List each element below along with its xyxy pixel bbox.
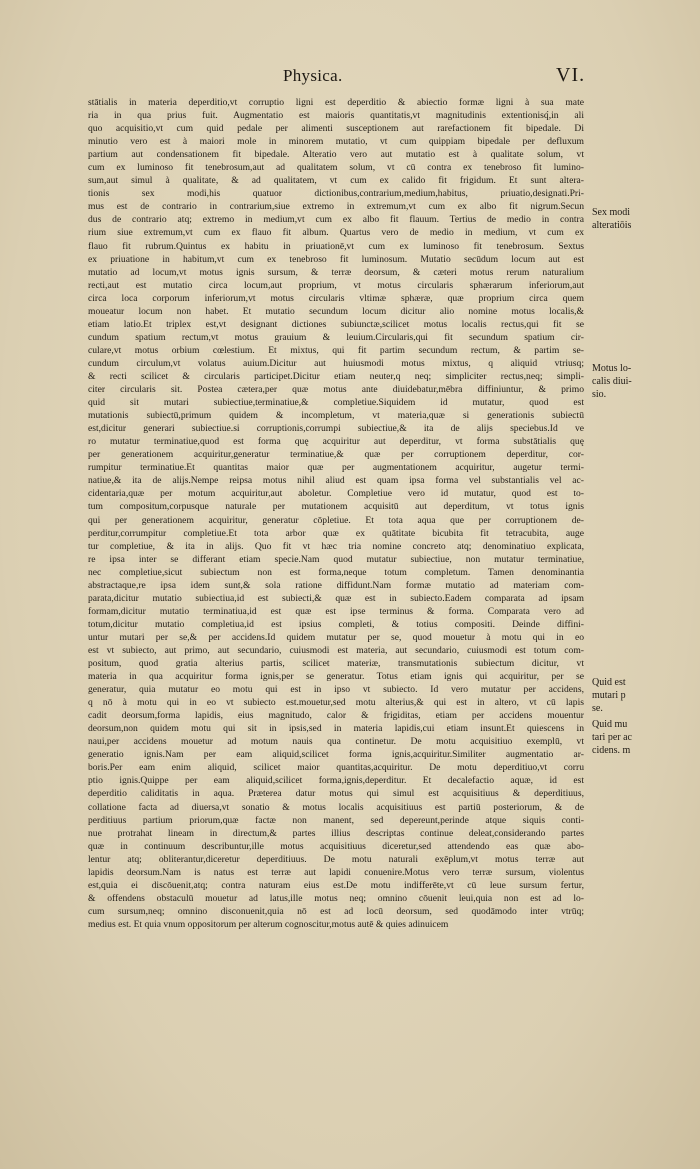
text-line: ro mutatur terminatiue,quod est forma quę acquiritur aut deperditur, vt forma substātialis quę [88,436,584,448]
margin-note-line: alteratiōis [592,220,632,231]
text-line: est,dicitur generari subiectiue.si corruptionis,corrumpi subiectiue,& ita de alijs speciebus.Id ve [88,423,584,435]
text-line: mutatio ad locum,vt motus ignis sursum, & terræ deorsum, & cæteri motus rerum naturalium [88,266,584,278]
text-line: cum ex luminoso fit tenebrosum,aut ad qualitatem solum, vt cū contra ex tenebroso fit lumino- [88,162,584,174]
text-line: ex priuatione in habitum,vt cum ex tenebroso fit luminosum. Mutatio secūdum locum aut est [88,253,584,265]
text-line: & offendens obstaculū mouetur ad latus,ille motus neq; omnino cōuenit leui,quia non est ad lo- [88,892,584,904]
text-line: naui,per accidens mouetur ad motum nauis qua continetur. De motu acquisitiuo exemplū, vt [88,736,584,748]
text-line: circa loca corporum inferiorum,vt motus circularis vltimæ sphæræ, quæ proprium circa quem [88,292,584,304]
text-line: cundum circulum,vt volatus auium.Dicitur aut huiusmodi motus mixtus, q aliquid vtriusq; [88,357,584,369]
text-line: perditiuus partium priorum,quæ factæ non manent, sed depereunt,perinde atque siquis conti- [88,814,584,826]
text-line: perditur,corrumpitur completiue.Et tota arbor quæ ex quātitate bicubita fit tetracubita, auge [88,527,584,539]
text-line: lentur atq; obliterantur,diceretur deperditiuus. De motu naturali exēplum,vt motus terræ aut [88,853,584,865]
margin-note-line: cidens. m [592,745,631,756]
text-line: quo acquisitio,vt cum quid pedale per alimenti susceptionem aut rarefactionem fit bipedale. Di [88,123,584,135]
text-line: quid sit mutari subiectiue,terminatiue,& completiue.Siquidem id mutatur, quod est [88,397,584,409]
text-line: recti,aut est mutatio circa locum,aut proprium, vt motus circularis sphærarum inferiorum,aut [88,279,584,291]
text-line: abstractaque,re ipsa idem sunt,& sola ratione diffidunt.Nam formæ mutatio ad materiam com- [88,579,584,591]
text-line: mutationis subiectū,primum quidem & incompletum, vt materia,quæ si generationis subiectū [88,410,584,422]
text-line: rumpitur terminatiue.Et quantitas maior quæ per augmentationem acquiritur, augetur termi- [88,462,584,474]
text-line: dus de contrario atq; extremo in medium,vt cum ex albo fit flauum. Tertius de medio in contra [88,214,584,226]
text-line: cidentaria,quæ per motum acquiritur,aut aboletur. Completiue vero id mutatur, quod est to- [88,488,584,500]
text-line: cum sursum,neq; omnino disconuenit,quia nō est ad locū deorsum, sed quodāmodo inter vtrūq; [88,905,584,917]
text-line: formam,dicitur mutatio terminatiua,id est quæ est ipse terminus & forma. Comparata vero ad [88,605,584,617]
text-line: qui per generationem acquiritur, generatur cōpletiue. Et tota aqua que per corruptionem de- [88,514,584,526]
text-line: citer circularis sit. Postea cætera,per quæ motus ante diuidebatur,mēbra diffiniuntur, & primo [88,384,584,396]
text-line: moueatur locum non habet. Et mutatio secundum locum dicitur alio nomine motus localis,& [88,305,584,317]
text-line: lapidis deorsum.Nam is natus est terræ aut lapidi conuenire.Motus vero terræ sursum, violentus [88,866,584,878]
text-line: cadit deorsum,forma lapidis, eius magnitudo, calor & frigiditas, etiam per accidens mouentur [88,710,584,722]
text-line: collatione facta ad diuersa,vt sonatio & motus localis acquisitiuus est partiū posteriorum, & de [88,801,584,813]
text-line: rium siue extremum,vt cum ex flauo fit album. Quartus vero de medio in medium, vt cum ex [88,227,584,239]
main-text-column [88,96,584,931]
margin-note-line: mutari p [592,690,626,701]
text-line: parata,dicitur mutatio subiectiua,id est subiecti,& quæ est in subiecto.Eadem comparata ad ipsam [88,592,584,604]
text-line: quæ in continuum describuntur,ille motus acquisitiuus diceretur,sed attendendo eas quæ abo- [88,840,584,852]
running-head: Physica. [283,66,343,85]
folio-number: VI. [556,64,586,86]
text-line: natiue,& ita de alijs.Nempe reipsa motus nihil aliud est quam ipsa forma vel substantialis vel ac- [88,475,584,487]
text-line: nue protrahat lineam in directum,& partes illius descriptas continue deleat,considerando partes [88,827,584,839]
margin-note-line: sio. [592,389,607,400]
margin-note-local-motion [592,362,684,401]
text-line: etiam latio.Et triplex est,vt designant dictiones subiunctæ,scilicet motus localis rectus,qui fit se [88,318,584,330]
margin-note-per-accidens [592,718,684,757]
text-line: generatio ignis.Nam per eam aliquid,scilicet forma ignis,acquiritur.Similiter augmentatio ar- [88,749,584,761]
text-line: positum, quod gratia alterius partis, scilicet materiæ, transmutationis subiectum dicitur, vt [88,658,584,670]
margin-note-alteration-modes [592,206,684,232]
text-line: medius est. Et quia vnum oppositorum per alterum cognoscitur,motus autē & quies adinuicem [88,918,449,930]
text-line: mus est de contrario in contrarium,siue extremo in extremum,vt cum ex albo fit nigrum.Secun [88,201,584,213]
text-line: per generationem acquiritur,generatur terminatiue,& quæ per corruptionem deperditur, cor- [88,449,584,461]
text-line: tur completiue, & ita in alijs. Quo fit vt hæc tria nomine concreto atq; denominatiuo explicata, [88,540,584,552]
text-line: q nō à motu qui in eo vt subiecto est.mouetur,sed motu alterius,& qui est in altero, vt cū lapis [88,697,584,709]
margin-note-line: calis diui- [592,376,632,387]
text-line: tum compositum,corpusque naturale per mutationem acquisitū aut deperditum, vt totus ignis [88,501,584,513]
text-line: deorsum,non quidem motu qui sit in ipsis,sed in materia lapidis,cui etiam insunt.Et quiescens in [88,723,584,735]
text-line: culare,vt motus orbium cœlestium. Et mixtus, qui fit partim secundum rectum, & partim se- [88,344,584,356]
text-line: untur mutari per se,& per accidens.Id quidem mutatur per se, quod mouetur à motu qui in eo [88,631,584,643]
margin-note-line: Quid mu [592,719,628,730]
page-header [0,64,700,94]
text-line: nec completiue,sicut subiectum non est forma,neque totum completum. Tamen denominantia [88,566,584,578]
text-line: boris.Per eam enim aliquid, scilicet maior quantitas,acquiritur. De motu deperditiuo,vt corru [88,762,584,774]
margin-note-line: se. [592,703,603,714]
text-line: est,quia ei discōuenit,atq; contra naturam eius est.De motu indifferēte,vt cū leue sursum fertur, [88,879,584,891]
text-line: re ipsa inter se differant etiam specie.Nam quod mutatur subiectiue, non mutatur terminatiue, [88,553,584,565]
margin-note-line: Motus lo- [592,363,632,374]
margin-note-per-se [592,676,684,715]
text-line: est vt subiecto, aut primo, aut secundario, cuiusmodi est materia, aut secundario, cuiusmodi est totum com- [88,644,584,656]
text-line: cundum spatium rectum,vt motus grauium & leuium.Circularis,qui fit secundum spatium cir- [88,331,584,343]
text-line: flauo fit rubrum.Quintus ex habitu in priuationē,vt cum ex luminoso fit tenebrosum. Sextus [88,240,584,252]
margin-note-line: tari per ac [592,732,632,743]
margin-note-line: Sex modi [592,207,631,218]
margin-note-line: Quid est [592,677,626,688]
text-line: totum,dicitur mutatio completiua,id est ipsius completi, & totius compositi. Deinde diffini- [88,618,584,630]
text-line: stātialis in materia deperditio,vt corruptio ligni est deperditio & abiectio formæ ligni à sua mate [88,97,584,108]
text-line: & recti scilicet & circularis participet.Dicitur etiam neuter,q neq; simpliciter rectus,neq; simpli- [88,370,584,382]
text-line: sum,aut simul à qualitate, & ad qualitatem, vt cum ex calido fit frigidum. Et sunt altera- [88,175,584,187]
text-line: partium aut condensationem fit bipedale. Alteratio vero aut mutatio est à qualitate solum, vt [88,149,584,161]
text-line: tionis sex modi,his quatuor dictionibus,contrarium,medium,habitus, priuatio,designati.Pri- [88,188,584,200]
text-line: minutio vero est à maiori mole in minorem mutatio, vt cum quippiam bipedale per defluxum [88,136,584,148]
text-line: deperditio caliditatis in aqua. Præterea datur motus qui simul est acquisitiuus & deperditiuus, [88,788,584,800]
text-line: ptio ignis.Quippe per eam aliquid,scilicet forma,ignis,deperditur. Et decalefactio aquæ, id est [88,775,584,787]
text-line: ria in qua prius fuit. Augmentatio est maioris quantitatis,vt magnitudinis extentionisq́,in ali [88,110,584,122]
text-line: materia in qua acquiritur forma ignis,per se generatur. Totus etiam ignis qui acquiritur, per se [88,671,584,683]
text-line: generatur, quia mutatur eo motu qui est in ipso vt subiecto. Id vero mutatur per accidens, [88,684,584,696]
